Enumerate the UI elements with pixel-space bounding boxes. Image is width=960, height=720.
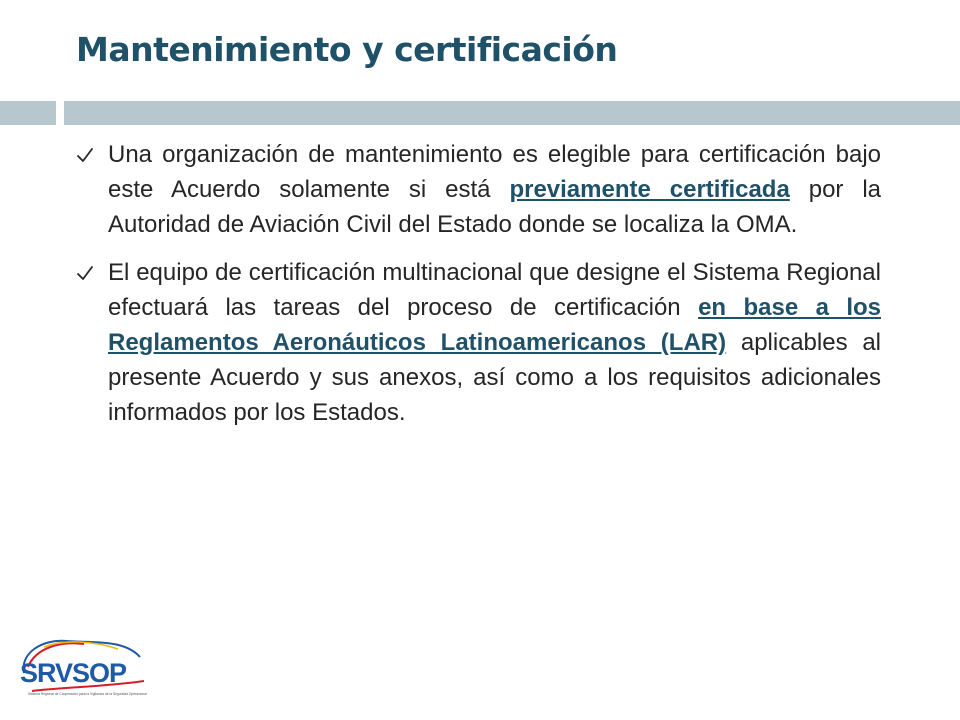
bullet-text: aplicables al presente Acuerdo y sus anexos, así como a los requisitos adicionales informados por los Estados. xyxy=(108,329,882,426)
srvsop-logo xyxy=(14,635,149,700)
bullet-text: El equipo de certificación multinacional que designe el Sistema Regional efectuará las tareas del proceso de certificación xyxy=(108,259,881,321)
bullet-text: por la Autoridad de Aviación Civil del Estado donde se localiza la OMA. xyxy=(108,176,882,238)
bullet-text: Una organización de mantenimiento es elegible para certificación bajo este Acuerdo solamente si está xyxy=(108,141,881,203)
bullet-link[interactable]: en base a los Reglamentos Aeronáuticos Latinoamericanos (LAR) xyxy=(108,294,881,356)
checkmark-icon xyxy=(76,147,94,163)
bullet-item xyxy=(76,255,881,430)
bullet-item xyxy=(76,137,881,242)
bullet-link[interactable]: previamente certificada xyxy=(509,176,790,203)
slide-body xyxy=(76,137,881,443)
header-divider-bar xyxy=(64,101,960,125)
header-accent-block xyxy=(0,101,56,125)
checkmark-icon xyxy=(76,265,94,281)
slide-title: Mantenimiento y certificación xyxy=(76,30,618,69)
logo-wordmark: SRVSOP xyxy=(20,658,127,688)
logo-subtitle: Sistema Regional de Cooperación para la Vigilancia de la Seguridad Operacional xyxy=(28,692,147,696)
